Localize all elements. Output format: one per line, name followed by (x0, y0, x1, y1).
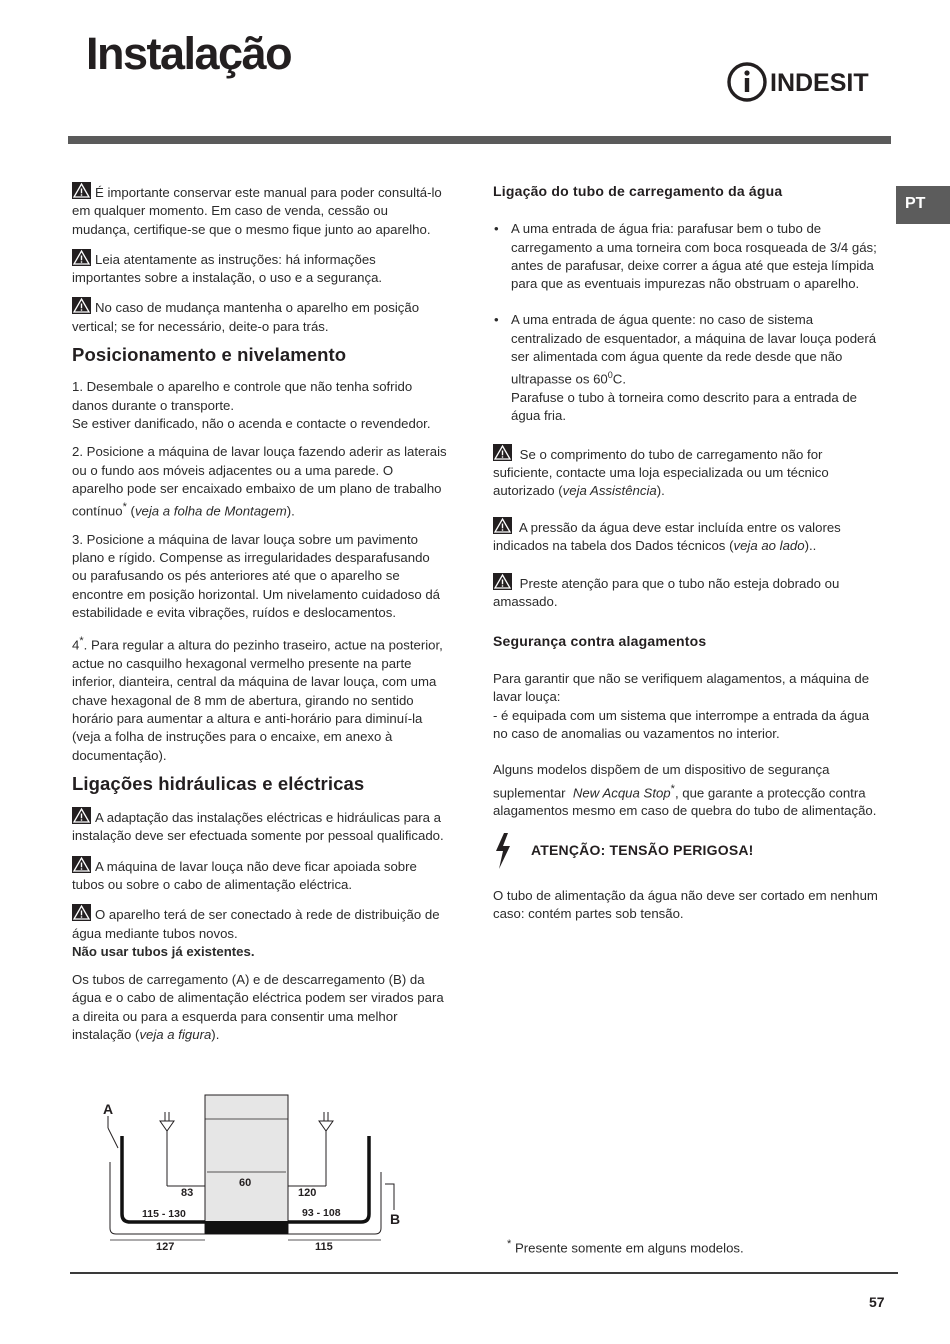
paragraph: Alguns modelos dispõem de um dispositivo de segurança suplementar New Acqua Stop*, que garante a protecção contra alagamentos mesmo em caso de quebra do tubo de alimentação. (493, 762, 877, 819)
warning-text: Preste atenção para que o tubo não esteja dobrado ou amassado. (493, 576, 840, 610)
paragraph-text: Os tubos de carregamento (A) e de descarregamento (B) da água e o cabo de alimentação eléctrica podem ser virados para a direita ou para a esquerda para consentir uma melhor instalação (72, 972, 444, 1043)
warning-icon (72, 904, 91, 921)
section-heading-hose: Ligação do tubo de carregamento da água (493, 183, 783, 199)
warning-text: O aparelho terá de ser conectado à rede de distribuição de água mediante tubos novos. (72, 907, 440, 941)
list-item (493, 311, 878, 425)
warning-text: A máquina de lavar louça não deve ficar apoiada sobre tubos ou sobre o cabo de alimentação eléctrica. (72, 858, 417, 892)
label-b: B (390, 1211, 401, 1227)
warning-note: A pressão da água deve estar incluída entre os valores indicados na tabela dos Dados técnicos (veja ao lado).. (493, 517, 878, 556)
reference: veja a figura (139, 1027, 212, 1043)
leader-b (385, 1184, 394, 1210)
plug-symbol-right (288, 1112, 333, 1186)
warning-icon (72, 249, 91, 266)
dimension-115: 115 (315, 1241, 333, 1253)
appliance-body (205, 1095, 288, 1234)
warning-icon (493, 517, 512, 534)
plug-symbol-left (160, 1112, 205, 1186)
reference: veja Assistência (562, 483, 657, 499)
warning-text: No caso de mudança mantenha o aparelho em posição vertical; se for necessário, deite-o para trás. (72, 300, 420, 334)
paragraph: O tubo de alimentação da água não deve ser cortado em nenhum caso: contém partes sob tensão. (493, 887, 878, 921)
footnote-text: Presente somente em alguns modelos. (514, 1240, 744, 1256)
top-rule (68, 136, 891, 144)
paragraph: 3. Posicione a máquina de lavar louça sobre um pavimento plano e rígido. Compense as irregularidades desparafusando ou parafusando os pés anteriores até que o aparelho se encontre em posição horizontal. Um nivelamento cuidadoso dá estabilidade e evita vibrações, ruídos e deslocamentos. (72, 531, 440, 621)
warning-note (72, 807, 448, 846)
dimension-127: 127 (156, 1241, 175, 1253)
section-heading-connections: Ligações hidráulicas e eléctricas (72, 772, 365, 794)
degree-sign: 0 (607, 370, 613, 381)
section-heading-positioning: Posicionamento e nivelamento (72, 344, 347, 366)
appliance-base (205, 1221, 288, 1234)
list-item-text: A uma entrada de água quente: no caso de sistema centralizado de esquentador, a máquina de lavar louça poderá ser alimentada com água quente da rede desde que não ultrapasse os 60 (511, 312, 877, 387)
warning-text: A pressão da água deve estar incluída entre os valores indicados na tabela dos Dados técnicos (493, 519, 841, 553)
section-heading-flood: Segurança contra alagamentos (493, 632, 707, 649)
warning-icon (493, 573, 512, 590)
paragraph: Os tubos de carregamento (A) e de descarregamento (B) da água e o cabo de alimentação eléctrica podem ser virados para a direita ou para a esquerda para consentir uma melhor instalação (veja a figura). (72, 972, 444, 1043)
leader-a-h (108, 1128, 118, 1148)
warning-icon (72, 807, 91, 824)
paragraph: 4*. Para regular a altura do pezinho traseiro, actue na posterior, actue no casquilho hexagonal vermelho presente na parte inferior, dianteira, central da máquina de lavar louça, com uma chave hexagonal de 8 mm de abertura, girando no sentido horário para aumentar a altura e anti-horário para diminuí-la (veja a folha de instruções para o encaixe, em anexo à documentação). (72, 635, 443, 763)
warning-note (72, 856, 448, 895)
warning-text: A adaptação das instalações eléctricas e hidráulicas para a instalação deve ser efectuada somente por pessoal qualificado. (72, 810, 444, 844)
danger-warning (493, 833, 878, 869)
paragraph-text: , que garante a protecção contra alagamentos mesmo em caso de quebra do tubo de alimentação. (493, 784, 877, 819)
hose-layout-diagram (96, 1092, 416, 1262)
paragraph: 1. Desembale o aparelho e controle que não tenha sofrido danos durante o transporte. (72, 379, 413, 413)
warning-note (72, 249, 448, 288)
label-a: A (103, 1101, 114, 1117)
page-number: 57 (869, 1294, 885, 1310)
paragraph-text: Alguns modelos dispõem de um dispositivo de segurança suplementar (493, 762, 830, 800)
right-column (493, 182, 878, 933)
paragraph: Para garantir que não se verifiquem alagamentos, a máquina de lavar louça: (493, 671, 870, 705)
paragraph-text: 2. Posicione a máquina de lavar louça fazendo aderir as laterais ou o fundo aos móveis adjacentes ou a uma parede. O aparelho pode ser encaixado embaixo de um plano de trabalho contínuo (72, 444, 447, 519)
dimension-93-108: 93 - 108 (302, 1207, 341, 1219)
warning-note (72, 182, 448, 239)
warning-note (493, 573, 878, 612)
warning-icon (72, 297, 91, 314)
left-column (72, 182, 448, 1054)
warning-text: É importante conservar este manual para poder consultá-lo em qualquer momento. Em caso de venda, cessão ou mudança, certifique-se que o mesmo fique junto ao aparelho. (72, 185, 442, 237)
list-item-text: A uma entrada de água fria: parafusar bem o tubo de carregamento a uma torneira com boca rosqueada de 3/4 gás; antes de parafusar, deixe correr a água até que esteja límpida para que as eventuais impurezas não obstruam o aparelho. (511, 221, 877, 292)
outer-line-right (288, 1172, 381, 1234)
warning-icon (493, 444, 512, 461)
step-number: 4 (72, 637, 80, 653)
danger-title: ATENÇÃO: TENSÃO PERIGOSA! (531, 842, 754, 859)
paragraph: Se estiver danificado, não o acenda e contacte o revendedor. (72, 415, 431, 431)
warning-icon (72, 856, 91, 873)
reference: veja ao lado (733, 537, 805, 553)
paragraph: 2. Posicione a máquina de lavar louça fazendo aderir as laterais ou o fundo aos móveis adjacentes ou a uma parede. O aparelho pode ser encaixado embaixo de um plano de trabalho contínuo* (veja a folha de Montagem). (72, 444, 447, 519)
list-item-text: Parafuse o tubo à torneira como descrito para a entrada de água fria. (511, 390, 858, 424)
dimension-115-130: 115 - 130 (142, 1208, 186, 1220)
warning-note: Se o comprimento do tubo de carregamento não for suficiente, contacte uma loja especializada ou um técnico autorizado (veja Assistência). (493, 444, 878, 501)
warning-bold-text: Não usar tubos já existentes. (72, 943, 255, 959)
warning-text: Se o comprimento do tubo de carregamento não for suficiente, contacte uma loja especializada ou um técnico autorizado (493, 446, 829, 499)
bullet-icon: • (494, 221, 499, 237)
footnote: * Presente somente em alguns modelos. (507, 1238, 744, 1256)
paragraph: - é equipada com um sistema que interrompe a entrada da água no caso de anomalias ou vazamentos no interior. (493, 707, 870, 741)
warning-text: Leia atentamente as instruções: há informações importantes sobre a instalação, o uso e a segurança. (72, 251, 383, 286)
list-item (493, 220, 878, 293)
language-tab: PT (896, 186, 950, 224)
warning-note (72, 904, 448, 961)
dimension-60: 60 (239, 1177, 252, 1189)
warning-icon (72, 182, 91, 199)
brand-feature: New Acqua Stop (572, 784, 671, 800)
brand-name: INDESIT (770, 69, 869, 97)
lightning-bolt-icon (493, 833, 513, 869)
warning-note (72, 297, 448, 336)
paragraph-text: . Para regular a altura do pezinho traseiro, actue na posterior, actue no casquilho hexagonal vermelho presente na parte inferior, dianteira, central da máquina de lavar louça, com uma chave hexagonal de 8 mm de abertura, girando no sentido horário para aumentar a altura e anti-horário para diminuí-la (veja a folha de instruções para o encaixe, em anexo à documentação). (72, 637, 443, 763)
dimension-83: 83 (181, 1187, 194, 1199)
bullet-icon: • (494, 312, 499, 328)
reference: veja a folha de Montagem (134, 503, 287, 519)
dimension-120: 120 (298, 1187, 317, 1199)
bottom-rule (70, 1272, 898, 1274)
page-title: Instalação (86, 28, 292, 79)
indesit-logo-icon (726, 62, 878, 102)
unit: C. (612, 371, 626, 387)
